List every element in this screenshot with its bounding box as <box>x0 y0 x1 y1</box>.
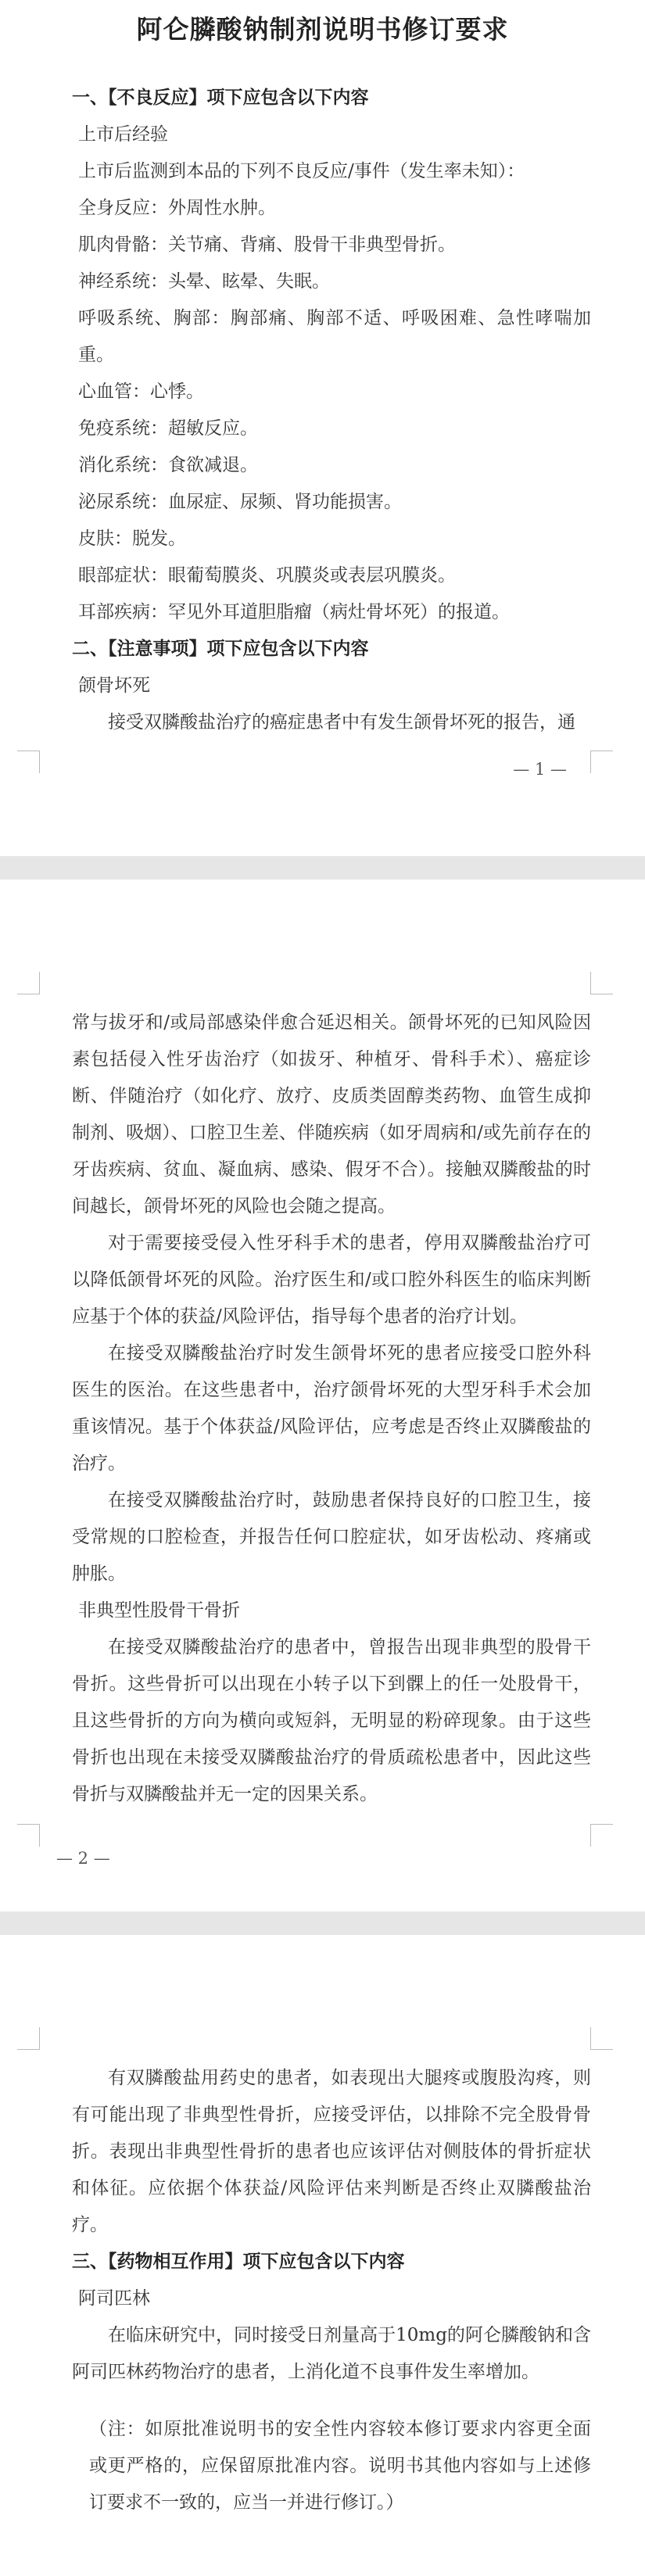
document-page-3 <box>0 1935 645 2576</box>
page-1-content <box>72 80 591 741</box>
jaw-necrosis-paragraph-continued: 常与拔牙和/或局部感染伴愈合延迟相关。颌骨坏死的已知风险因素包括侵入性牙齿治疗（如拔牙、种植牙、骨科手术）、癌症诊断、伴随治疗（如化疗、放疗、皮质类固醇类药物、血管生成抑制剂、吸烟）、口腔卫生差、伴随疾病（如牙周病和/或先前存在的牙齿疾病、贫血、凝血病、感染、假牙不合）。接触双膦酸盐的时间越长，颌骨坏死的风险也会随之提高。 <box>72 1012 591 1216</box>
postmarket-heading: 上市后经验 <box>78 124 168 145</box>
jaw-necrosis-paragraph: 在接受双膦酸盐治疗时，鼓励患者保持良好的口腔卫生，接受常规的口腔检查，并报告任何口腔症状，如牙齿松动、疼痛或肿胀。 <box>72 1490 591 1584</box>
adverse-reaction-line: 免疫系统：超敏反应。 <box>78 418 258 439</box>
crop-mark <box>590 751 613 773</box>
adverse-reaction-line: 心血管：心悸。 <box>78 382 204 402</box>
document-page-1 <box>0 0 645 856</box>
page-2-content <box>72 1005 591 1813</box>
jaw-necrosis-heading: 颌骨坏死 <box>78 675 150 696</box>
adverse-reaction-line: 耳部疾病：罕见外耳道胆脂瘤（病灶骨坏死）的报道。 <box>78 602 510 622</box>
crop-mark <box>17 2027 40 2050</box>
crop-mark <box>590 2027 613 2050</box>
jaw-necrosis-paragraph: 对于需要接受侵入性牙科手术的患者，停用双膦酸盐治疗可以降低颌骨坏死的风险。治疗医生和/或口腔外科医生的临床判断应基于个体的获益/风险评估，指导每个患者的治疗计划。 <box>72 1233 591 1327</box>
crop-mark <box>17 1824 40 1847</box>
crop-mark <box>590 1824 613 1847</box>
document-title: 阿仑膦酸钠制剂说明书修订要求 <box>136 14 509 45</box>
crop-mark <box>17 751 40 773</box>
adverse-reaction-line: 全身反应：外周性水肿。 <box>78 198 276 218</box>
postmarket-intro: 上市后监测到本品的下列不良反应/事件（发生率未知）： <box>78 161 525 181</box>
revision-note: （注：如原批准说明书的安全性内容较本修订要求内容更全面或更严格的，应保留原批准内容。说明书其他内容如与上述修订要求不一致的，应当一并进行修订。） <box>89 2419 591 2513</box>
adverse-reaction-line: 眼部症状：眼葡萄膜炎、巩膜炎或表层巩膜炎。 <box>78 565 456 586</box>
adverse-reaction-line: 肌肉骨骼：关节痛、背痛、股骨干非典型骨折。 <box>78 235 456 255</box>
document-page-2 <box>0 880 645 1911</box>
crop-mark <box>590 972 613 994</box>
adverse-reaction-line: 皮肤：脱发。 <box>78 528 186 549</box>
adverse-reaction-line: 呼吸系统、胸部：胸部痛、胸部不适、呼吸困难、急性哮喘加重。 <box>78 308 591 365</box>
page-3-content <box>72 2060 591 2521</box>
adverse-reaction-line: 泌尿系统：血尿症、尿频、肾功能损害。 <box>78 492 402 512</box>
adverse-reaction-line: 神经系统：头晕、眩晕、失眠。 <box>78 271 330 292</box>
atypical-fracture-heading: 非典型性股骨干骨折 <box>78 1600 240 1621</box>
atypical-fracture-paragraph: 有双膦酸盐用药史的患者，如表现出大腿疼或腹股沟疼，则有可能出现了非典型性骨折，应接受评估，以排除不完全股骨骨折。表现出非典型性骨折的患者也应该评估对侧肢体的骨折症状和体征。应依据个体获益/风险评估来判断是否终止双膦酸盐治疗。 <box>72 2068 591 2235</box>
jaw-necrosis-paragraph: 在接受双膦酸盐治疗时发生颌骨坏死的患者应接受口腔外科医生的医治。在这些患者中，治疗颌骨坏死的大型牙科手术会加重该情况。基于个体获益/风险评估，应考虑是否终止双膦酸盐的治疗。 <box>72 1343 591 1474</box>
adverse-reaction-line: 消化系统：食欲减退。 <box>78 455 258 475</box>
aspirin-heading: 阿司匹林 <box>78 2288 150 2309</box>
jaw-necrosis-paragraph-start: 接受双膦酸盐治疗的癌症患者中有发生颌骨坏死的报告，通 <box>108 712 575 733</box>
section-3-heading: 三、【药物相互作用】项下应包含以下内容 <box>72 2252 405 2272</box>
page-number: — 1 — <box>513 760 567 779</box>
page-number: — 2 — <box>56 1849 110 1868</box>
section-2-heading: 二、【注意事项】项下应包含以下内容 <box>72 639 369 659</box>
section-1-heading: 一、【不良反应】项下应包含以下内容 <box>72 88 369 108</box>
aspirin-paragraph: 在临床研究中，同时接受日剂量高于10mg的阿仑膦酸钠和含阿司匹林药物治疗的患者，上消化道不良事件发生率增加。 <box>72 2325 591 2382</box>
atypical-fracture-paragraph: 在接受双膦酸盐治疗的患者中，曾报告出现非典型的股骨干骨折。这些骨折可以出现在小转子以下到髁上的任一处股骨干，且这些骨折的方向为横向或短斜，无明显的粉碎现象。由于这些骨折也出现在未接受双膦酸盐治疗的骨质疏松患者中，因此这些骨折与双膦酸盐并无一定的因果关系。 <box>72 1637 591 1804</box>
crop-mark <box>17 972 40 994</box>
